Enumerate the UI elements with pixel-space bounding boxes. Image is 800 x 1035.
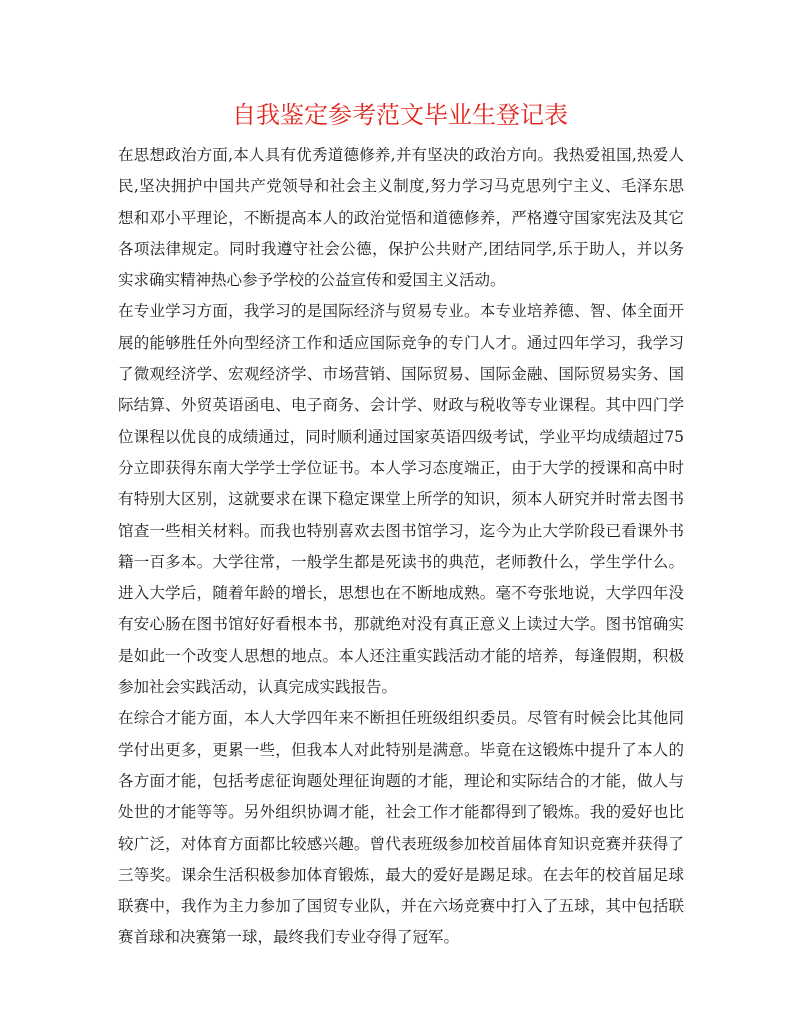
paragraph-abilities: 在综合才能方面，本人大学四年来不断担任班级组织委员。尽管有时候会比其他同学付出更多，更累一些，但我本人对此特别是满意。毕竟在这锻炼中提升了本人的各方面才能，包括考虑征询题处理征询题的才能，理论和实际结合的才能，做人与处世的才能等等。另外组织协调才能，社会工作才能都得到了锻炼。我的爱好也比较广泛，对体育方面都比较感兴趣。曾代表班级参加校首届体育知识竞赛并获得了三等奖。课余生活积极参加体育锻炼，最大的爱好是踢足球。在去年的校首届足球联赛中，我作为主力参加了国贸专业队，并在六场竞赛中打入了五球，其中包括联赛首球和决赛第一球，最终我们专业夺得了冠军。	[118, 709, 684, 947]
document-body	[118, 140, 684, 954]
paragraph-academic: 在专业学习方面，我学习的是国际经济与贸易专业。本专业培养德、智、体全面开展的能够胜任外向型经济工作和适应国际竞争的专门人才。通过四年学习，我学习了微观经济学、宏观经济学、市场营销、国际贸易、国际金融、国际贸易实务、国际结算、外贸英语函电、电子商务、会计学、财政与税收等专业课程。其中四门学位课程以优良的成绩通过，同时顺利通过国家英语四级考试，学业平均成绩超过75分立即获得东南大学学士学位证书。本人学习态度端正，由于大学的授课和高中时有特别大区别，这就要求在课下稳定课堂上所学的知识，须本人研究并时常去图书馆查一些相关材料。而我也特别喜欢去图书馆学习，迄今为止大学阶段已看课外书籍一百多本。大学往常，一般学生都是死读书的典范，老师教什么，学生学什么。进入大学后，随着年龄的增长，思想也在不断地成熟。毫不夸张地说，大学四年没有安心肠在图书馆好好看根本书，那就绝对没有真正意义上读过大学。图书馆确实是如此一个改变人思想的地点。本人还注重实践活动才能的培养，每逢假期，积极参加社会实践活动，认真完成实践报告。	[118, 302, 684, 697]
paragraph-political: 在思想政治方面,本人具有优秀道德修养,并有坚决的政治方向。我热爱祖国,热爱人民,坚决拥护中国共产党领导和社会主义制度,努力学习马克思列宁主义、毛泽东思想和邓小平理论，不断提高本人的政治觉悟和道德修养，严格遵守国家宪法及其它各项法律规定。同时我遵守社会公德，保护公共财产,团结同学,乐于助人，并以务实求确实精神热心参予学校的公益宣传和爱国主义活动。	[118, 146, 684, 290]
document-title: 自我鉴定参考范文毕业生登记表	[232, 101, 568, 129]
